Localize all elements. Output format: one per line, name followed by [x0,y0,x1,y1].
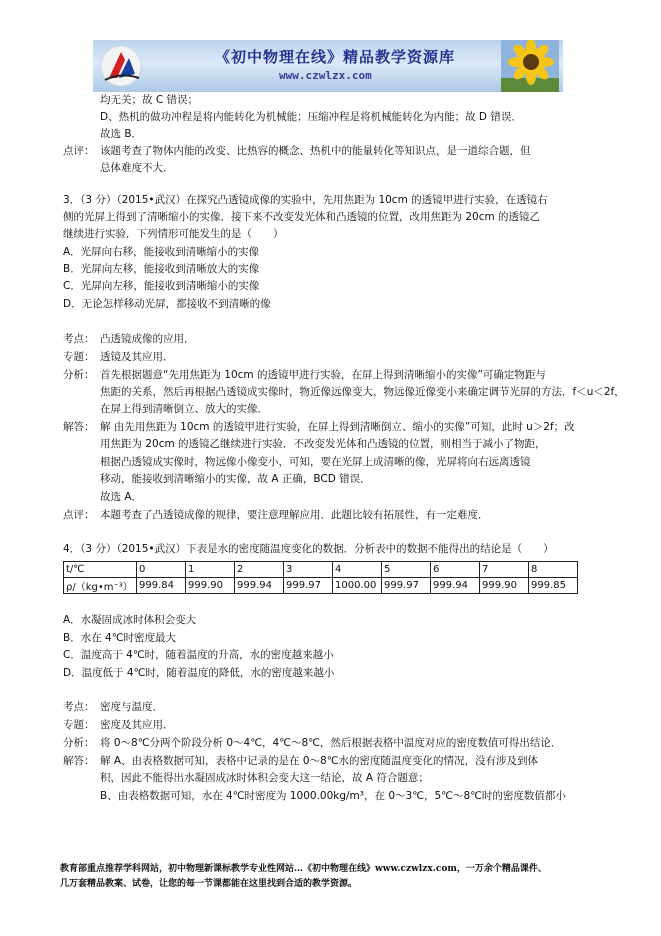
q3-jieda-line-3: 根据凸透镜成实像时，物远像小像变小，可知，要在光屏上成清晰的像，光屏将向右远离透镜 [100,456,531,468]
q3-option-a: A．光屏向右移，能接收到清晰缩小的实像 [63,246,260,258]
table-row [64,578,578,594]
table-header-cell: t/℃ [64,562,137,578]
table-header-cell: ρ/（kg•m⁻³） [64,578,137,594]
q4-option-d: D．温度低于 4℃时，随着温度的降低，水的密度越来越小 [63,667,335,679]
q3-jieda-line-4: 移动，能接收到清晰缩小的实像，故 A 正确，BCD 错误． [100,473,371,485]
table-cell: 999.97 [284,578,333,594]
site-logo-icon [99,44,143,88]
q3-kaodian: 凸透镜成像的应用． [100,333,195,345]
q4-option-b: B．水在 4℃时密度最大 [63,632,177,644]
footer-line-2: 几万套精品教案、试卷，让您的每一节课都能在这里找到合适的教学资源。 [60,879,358,889]
q4-jieda-label: 解答： [63,755,95,767]
header-banner [93,40,563,92]
q4-kaodian-label: 考点： [63,701,95,713]
q4-zhuanti-label: 专题： [63,719,95,731]
q4-stem: 4．（3 分）（2015•武汉）下表是水的密度随温度变化的数据．分析表中的数据不能得出的结论是（ ） [63,543,554,555]
q4-jieda-line-1: 解 A、由表格数据可知，表格中记录的是在 0～8℃水的密度随温度变化的情况，没有涉及到体 [100,755,539,767]
q4-jieda-line-2: 积，因此不能得出水凝固成冰时体积会变大这一结论，故 A 符合题意； [100,772,429,784]
q3-option-c: C．光屏向左移，能接收到清晰缩小的实像 [63,280,260,292]
q4-option-a: A．水凝固成冰时体积会变大 [63,614,197,626]
table-row [64,562,578,578]
table-cell: 999.85 [529,578,578,594]
density-table [63,561,578,594]
q3-jieda-line-1: 解 由先用焦距为 10cm 的透镜甲进行实验，在屏上得到清晰倒立、缩小的实像”可知，此时 u＞2f；改 [100,421,575,433]
table-cell: 4 [333,562,382,578]
q3-jieda-label: 解答： [63,421,95,433]
table-cell: 1000.00 [333,578,382,594]
q3-stem-line-1: 3．（3 分）（2015•武汉）在探究凸透镜成像的实验中，先用焦距为 10cm 的透镜甲进行实验，在透镜右 [63,194,548,206]
q2-line-2: D、热机的做功冲程是将内能转化为机械能；压缩冲程是将机械能转化为内能；故 D 错误． [100,111,522,123]
sunflower-icon [501,40,559,92]
q3-fenxi-line-2: 焦距的关系，然后再根据凸透镜成实像时，物近像远像变大，物远像近像变小来确定调节光屏的方法．f＜u＜2f， [100,386,625,398]
table-cell: 6 [431,562,480,578]
q3-option-b: B．光屏向左移，能接收到清晰放大的实像 [63,263,260,275]
table-cell: 999.94 [235,578,284,594]
table-cell: 7 [480,562,529,578]
table-cell: 999.90 [480,578,529,594]
table-cell: 3 [284,562,333,578]
q3-zhuanti-label: 专题： [63,351,95,363]
q2-comment-line-1: 该题考查了物体内能的改变、比热容的概念、热机中的能量转化等知识点，是一道综合题，但 [100,145,531,157]
q3-jieda-line-2: 用焦距为 20cm 的透镜乙继续进行实验．不改变发光体和凸透镜的位置，则相当于减小了物距， [100,438,546,450]
q3-kaodian-label: 考点： [63,333,95,345]
table-cell: 999.97 [382,578,431,594]
q3-zhuanti: 透镜及其应用． [100,351,174,363]
banner-title: 《初中物理在线》精品教学资源库 [215,48,456,66]
q4-option-c: C．温度高于 4℃时，随着温度的升高，水的密度越来越小 [63,649,334,661]
footer-line-1: 教育部重点推荐学科网站，初中物理新课标教学专业性网站…《初中物理在线》www.czwlzx.com，一万余个精品课件、 [60,864,547,874]
q3-dianping: 本题考查了凸透镜成像的规律，要注意理解应用．此题比较有拓展性，有一定难度． [100,509,489,521]
q2-line-1: 均无关；故 C 错误； [100,94,199,106]
table-cell: 999.94 [431,578,480,594]
q4-jieda-line-3: B、由表格数据可知，水在 4℃时密度为 1000.00kg/m³，在 0～3℃，5℃～8℃时的密度数值都小 [100,790,566,802]
q2-comment-label: 点评： [63,145,95,157]
q3-fenxi-label: 分析： [63,369,95,381]
q3-stem-line-2: 侧的光屏上得到了清晰缩小的实像．接下来不改变发光体和凸透镜的位置，改用焦距为 20cm 的透镜乙 [63,211,541,223]
q4-fenxi: 将 0～8℃分两个阶段分析 0～4℃，4℃～8℃，然后根据表格中温度对应的密度数值可得出结论． [100,737,562,749]
table-cell: 0 [137,562,186,578]
q4-zhuanti: 密度及其应用． [100,719,174,731]
q3-fenxi-line-1: 首先根据题意“先用焦距为 10cm 的透镜甲进行实验，在屏上得到清晰缩小的实像”可确定物距与 [100,369,546,381]
q3-option-d: D．无论怎样移动光屏，都接收不到清晰的像 [63,298,271,310]
q3-stem-line-3: 继续进行实验．下列情形可能发生的是（ ） [63,228,284,240]
table-cell: 1 [186,562,235,578]
table-cell: 999.90 [186,578,235,594]
q2-answer: 故选 B． [100,128,143,140]
table-cell: 2 [235,562,284,578]
banner-url[interactable]: www.czwlzx.com [279,69,372,82]
q4-kaodian: 密度与温度． [100,701,163,713]
table-cell: 999.84 [137,578,186,594]
table-cell: 5 [382,562,431,578]
q3-fenxi-line-3: 在屏上得到清晰倒立、放大的实像． [100,403,268,415]
q3-dianping-label: 点评： [63,509,95,521]
q3-jieda-line-5: 故选 A． [100,491,143,503]
q2-comment-line-2: 总体难度不大． [100,162,174,174]
table-cell: 8 [529,562,578,578]
q4-fenxi-label: 分析： [63,737,95,749]
